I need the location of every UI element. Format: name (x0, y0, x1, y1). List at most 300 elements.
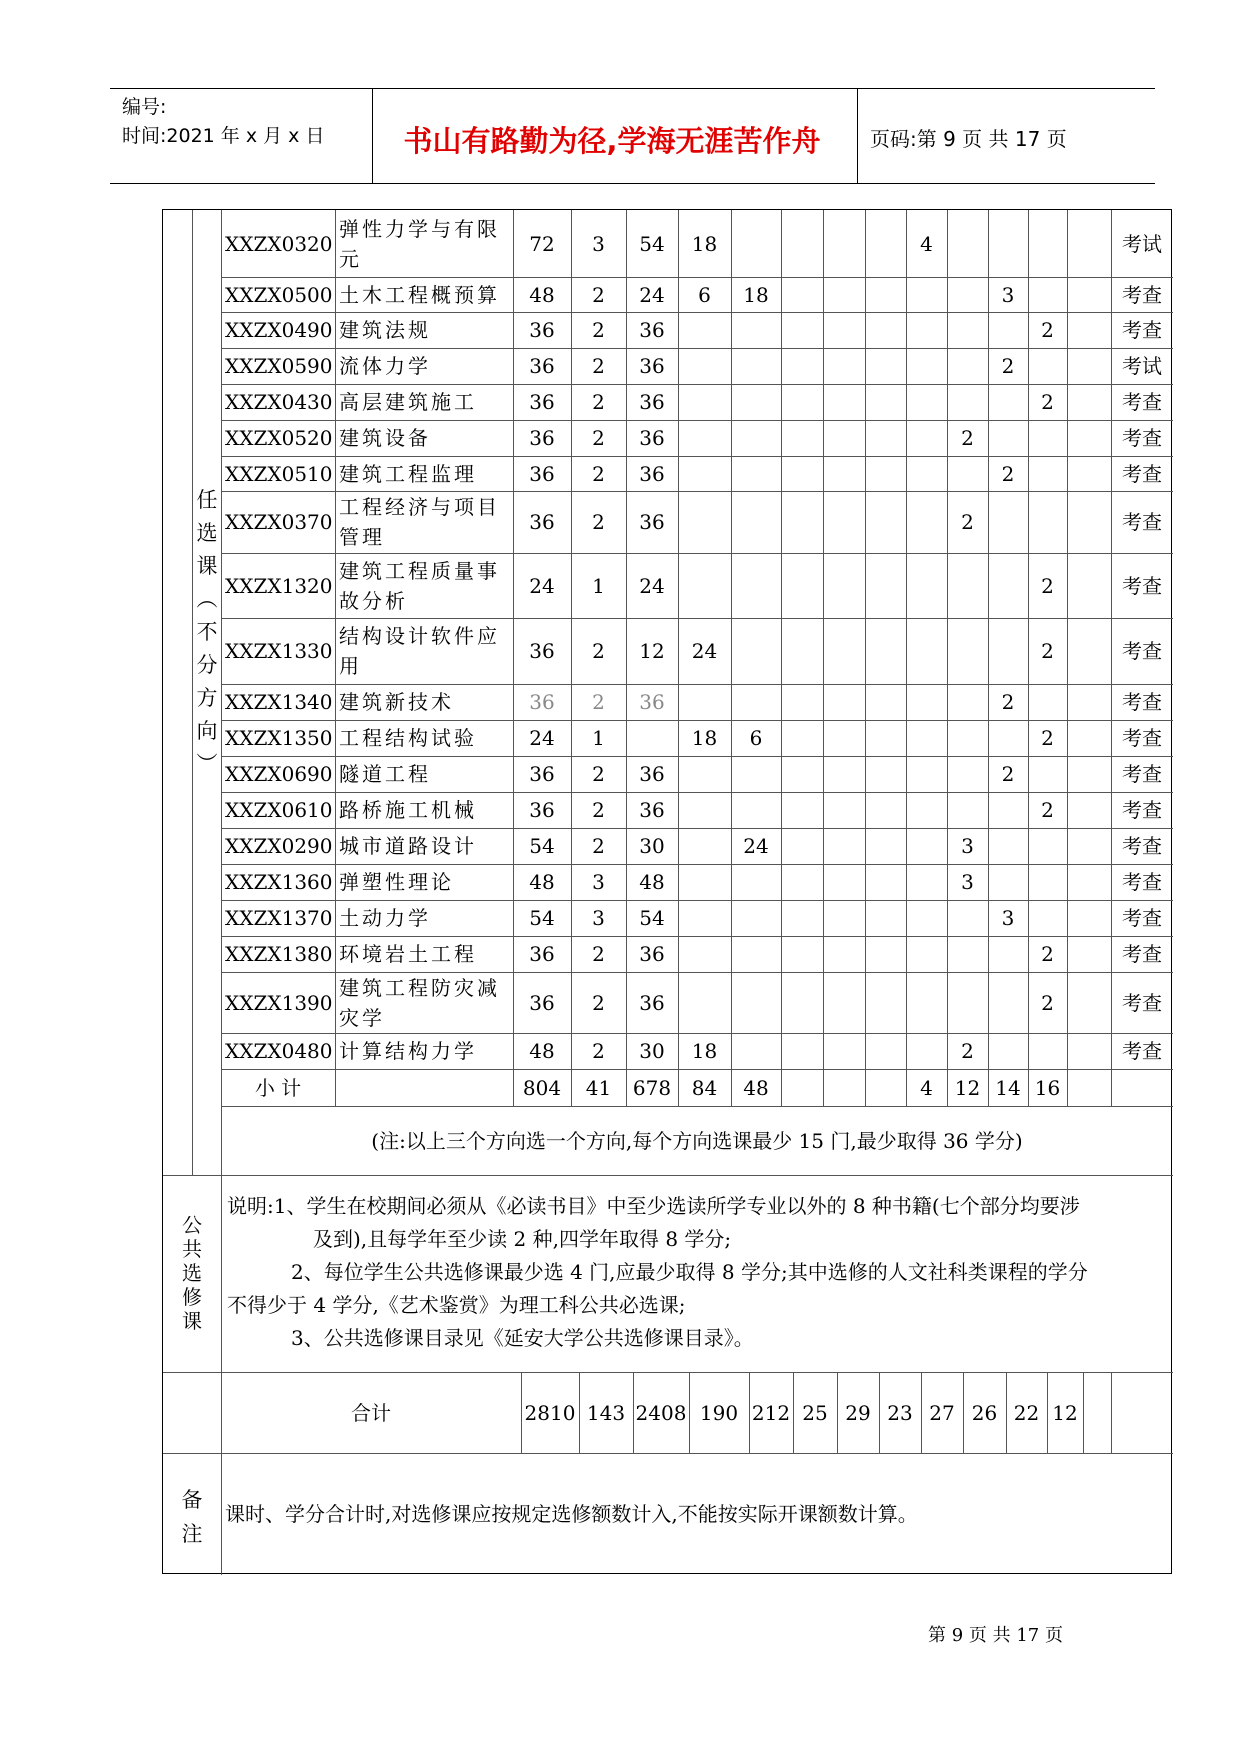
course-name: 隧道工程 (339, 762, 431, 786)
course-value: 54 (529, 834, 555, 858)
section-label-char: 不 (196, 620, 218, 644)
course-value (1028, 348, 1067, 384)
course-value (1067, 348, 1111, 384)
course-value (865, 720, 906, 756)
course-value (731, 900, 781, 936)
total-value: 29 (845, 1400, 871, 1425)
subtotal-value: 804 (522, 1075, 562, 1100)
course-value (947, 210, 988, 277)
course-code: XXZX0430 (225, 390, 333, 414)
course-exam-type: 考查 (1122, 1039, 1162, 1063)
course-value: 2 (592, 690, 605, 714)
course-code: XXZX0520 (225, 426, 333, 450)
course-value (865, 210, 906, 277)
course-exam-type: 考查 (1122, 426, 1162, 450)
course-value: 3 (1001, 906, 1015, 930)
course-name: 流体力学 (339, 354, 431, 378)
course-value (781, 348, 823, 384)
course-value (947, 348, 988, 384)
course-value (865, 972, 906, 1033)
section-label-char: 分 (196, 653, 218, 677)
course-value: 36 (639, 762, 665, 786)
course-value (1067, 384, 1111, 420)
course-value: 6 (749, 726, 763, 750)
course-value (823, 900, 865, 936)
course-value (678, 792, 731, 828)
course-value (1028, 277, 1067, 312)
course-name: 计算结构力学 (339, 1039, 477, 1063)
course-value (865, 618, 906, 684)
course-value (947, 456, 988, 491)
course-value (731, 972, 781, 1033)
course-value (947, 936, 988, 972)
course-value (731, 756, 781, 792)
course-value: 30 (639, 1039, 665, 1063)
course-value (781, 792, 823, 828)
course-value (781, 210, 823, 277)
subtotal-value: 14 (995, 1075, 1021, 1100)
course-value (906, 553, 947, 618)
course-value (906, 792, 947, 828)
subtotal-label: 小 计 (254, 1075, 302, 1100)
direction-note: (注:以上三个方向选一个方向,每个方向选课最少 15 门,最少取得 36 学分) (371, 1128, 1023, 1153)
course-value: 24 (529, 726, 555, 750)
course-value (1067, 720, 1111, 756)
course-value: 2 (1001, 762, 1015, 786)
remark-text: 课时、学分合计时,对选修课应按规定选修额数计入,不能按实际开课额数计算。 (225, 1502, 918, 1526)
course-value (823, 864, 865, 900)
course-value: 2 (592, 426, 605, 450)
course-value: 24 (529, 573, 555, 598)
course-value: 2 (1001, 354, 1015, 378)
course-value: 2 (1041, 639, 1054, 663)
course-exam-type: 考查 (1122, 318, 1162, 342)
course-value (865, 277, 906, 312)
course-value: 3 (592, 906, 605, 930)
course-code: XXZX1380 (225, 942, 333, 966)
course-value (823, 684, 865, 720)
course-value: 36 (639, 390, 665, 414)
public-elective-label (163, 1213, 221, 1333)
course-value (865, 756, 906, 792)
course-name: 高层建筑施工 (339, 390, 477, 414)
header-date: 时间:2021 年 x 月 x 日 (122, 125, 325, 147)
course-value: 2 (1041, 798, 1054, 822)
course-value (1028, 828, 1067, 864)
course-value (781, 828, 823, 864)
course-value (1067, 756, 1111, 792)
section-label-char: 方 (196, 686, 218, 710)
course-value (731, 312, 781, 348)
course-value: 2 (592, 510, 605, 534)
course-value (823, 720, 865, 756)
course-code: XXZX1340 (225, 690, 333, 714)
course-name: 工程经济与项目管理 (339, 495, 500, 549)
course-name: 建筑工程质量事故分析 (339, 558, 500, 613)
course-code: XXZX1390 (225, 990, 333, 1015)
course-value (865, 348, 906, 384)
course-value (1067, 972, 1111, 1033)
course-name: 城市道路设计 (339, 834, 477, 858)
course-value (781, 972, 823, 1033)
course-value (678, 756, 731, 792)
course-value: 36 (639, 461, 665, 486)
course-value: 18 (691, 726, 718, 750)
subtotal-value: 12 (954, 1075, 981, 1100)
course-value (865, 491, 906, 553)
total-value: 143 (586, 1400, 626, 1425)
course-value (823, 277, 865, 312)
course-value (906, 491, 947, 553)
public-elective-label-char: 课 (182, 1309, 202, 1333)
course-value (947, 792, 988, 828)
course-name: 土动力学 (339, 906, 431, 930)
course-value: 2 (592, 990, 605, 1015)
course-value: 36 (639, 318, 665, 342)
course-value (865, 456, 906, 491)
course-value: 2 (592, 762, 605, 786)
course-value (781, 720, 823, 756)
course-value (906, 684, 947, 720)
course-name: 建筑设备 (339, 426, 431, 450)
course-value (678, 348, 731, 384)
course-value (1028, 491, 1067, 553)
course-value (865, 864, 906, 900)
course-code: XXZX1350 (225, 726, 333, 750)
course-value: 1 (592, 573, 605, 598)
course-value (1028, 1033, 1067, 1069)
course-value (731, 210, 781, 277)
subtotal-value (865, 1069, 906, 1106)
course-value (731, 384, 781, 420)
course-value (906, 720, 947, 756)
course-name: 弹性力学与有限元 (339, 216, 500, 271)
course-value: 2 (1001, 461, 1015, 486)
course-code: XXZX1330 (225, 639, 333, 663)
course-value (781, 864, 823, 900)
course-value: 36 (529, 318, 555, 342)
course-value (678, 828, 731, 864)
course-name: 结构设计软件应用 (339, 624, 500, 678)
course-value: 36 (639, 798, 665, 822)
course-value (823, 348, 865, 384)
course-value (823, 312, 865, 348)
course-name: 路桥施工机械 (339, 798, 477, 822)
course-value (988, 384, 1028, 420)
course-value (947, 384, 988, 420)
course-value: 36 (529, 390, 555, 414)
course-value (988, 420, 1028, 456)
course-value (731, 792, 781, 828)
course-value (1067, 491, 1111, 553)
course-value (1067, 864, 1111, 900)
course-value: 2 (592, 354, 605, 378)
header-motto: 书山有路勤为径,学海无涯苦作舟 (403, 124, 821, 158)
course-value (678, 684, 731, 720)
section-label-char: ︵ (196, 587, 218, 611)
course-value: 2 (961, 1039, 974, 1063)
course-value: 2 (592, 1039, 605, 1063)
course-value: 54 (529, 906, 555, 930)
course-value (906, 972, 947, 1033)
course-value: 18 (743, 282, 769, 307)
course-code: XXZX0370 (225, 510, 333, 534)
course-value: 48 (529, 282, 555, 307)
header-divider (857, 89, 858, 183)
course-exam-type: 考试 (1122, 231, 1162, 256)
course-value (823, 618, 865, 684)
course-value (906, 828, 947, 864)
course-value (731, 618, 781, 684)
section-label (192, 484, 222, 781)
course-code: XXZX1320 (225, 573, 333, 598)
course-value (947, 684, 988, 720)
course-value (1067, 684, 1111, 720)
course-value (678, 864, 731, 900)
subtotal-value: 678 (632, 1075, 672, 1100)
course-code: XXZX0320 (225, 231, 333, 256)
course-value (781, 936, 823, 972)
course-value (1067, 1033, 1111, 1069)
public-elective-note: 3、公共选修课目录见《延安大学公共选修课目录》。 (291, 1326, 754, 1350)
course-value (1028, 900, 1067, 936)
course-value (865, 420, 906, 456)
course-value (906, 618, 947, 684)
course-exam-type: 考查 (1122, 282, 1162, 307)
course-value: 36 (639, 990, 665, 1015)
course-exam-type: 考查 (1122, 639, 1162, 663)
page-header (110, 88, 1155, 184)
course-value: 2 (592, 798, 605, 822)
section-divider (163, 1175, 1173, 1176)
course-exam-type: 考查 (1122, 942, 1162, 966)
course-value (1067, 456, 1111, 491)
course-value (906, 1033, 947, 1069)
course-value (947, 553, 988, 618)
course-value (823, 936, 865, 972)
course-value (988, 553, 1028, 618)
course-value (731, 348, 781, 384)
course-value: 2 (1001, 690, 1015, 714)
course-value: 2 (1041, 390, 1054, 414)
total-value: 212 (751, 1400, 791, 1425)
course-value (906, 312, 947, 348)
course-value (865, 936, 906, 972)
course-exam-type: 考查 (1122, 510, 1162, 534)
total-value (1111, 1372, 1173, 1453)
course-value (678, 420, 731, 456)
course-value: 2 (592, 282, 605, 307)
course-value: 36 (529, 942, 555, 966)
total-value (1083, 1372, 1111, 1453)
course-value (731, 420, 781, 456)
course-value (678, 553, 731, 618)
course-value: 2 (592, 639, 605, 663)
course-value (906, 277, 947, 312)
course-value (906, 936, 947, 972)
section-label-char: 课 (196, 554, 218, 578)
course-value: 2 (592, 942, 605, 966)
course-value: 36 (529, 510, 555, 534)
course-code: XXZX1370 (225, 906, 333, 930)
total-label: 合计 (351, 1400, 391, 1425)
subtotal-value: 84 (691, 1075, 718, 1100)
course-value (906, 420, 947, 456)
course-value: 2 (592, 318, 605, 342)
course-value (988, 792, 1028, 828)
course-value: 24 (639, 573, 665, 598)
course-exam-type: 考查 (1122, 762, 1162, 786)
course-value: 3 (592, 870, 605, 894)
course-value (1028, 684, 1067, 720)
subtotal-value: 48 (743, 1075, 769, 1100)
total-value: 190 (699, 1400, 739, 1425)
total-value: 23 (887, 1400, 913, 1425)
course-value (988, 491, 1028, 553)
course-value (865, 312, 906, 348)
course-value (731, 1033, 781, 1069)
course-value: 72 (529, 231, 555, 256)
section-label-char: 选 (196, 521, 218, 545)
course-value (1067, 420, 1111, 456)
course-value (906, 348, 947, 384)
course-value (947, 900, 988, 936)
course-value: 2 (961, 510, 974, 534)
course-exam-type: 考查 (1122, 870, 1162, 894)
subtotal-value (781, 1069, 823, 1106)
course-value (865, 900, 906, 936)
course-value: 4 (920, 231, 933, 256)
course-value: 48 (529, 1039, 555, 1063)
course-value (781, 384, 823, 420)
course-value: 36 (639, 510, 665, 534)
course-name: 土木工程概预算 (339, 282, 500, 307)
subtotal-value (1067, 1069, 1111, 1106)
course-value (1028, 864, 1067, 900)
course-value (1067, 900, 1111, 936)
course-value (823, 1033, 865, 1069)
course-value (731, 491, 781, 553)
course-value (865, 684, 906, 720)
course-value (906, 756, 947, 792)
course-value (678, 312, 731, 348)
course-value (678, 491, 731, 553)
total-value: 22 (1013, 1400, 1040, 1425)
course-value (781, 420, 823, 456)
course-value (781, 684, 823, 720)
course-value (823, 792, 865, 828)
total-value: 2810 (524, 1400, 576, 1425)
course-value: 3 (961, 870, 974, 894)
course-value: 36 (529, 639, 555, 663)
course-exam-type: 考查 (1122, 906, 1162, 930)
course-name: 建筑法规 (339, 318, 431, 342)
course-value: 2 (592, 461, 605, 486)
course-value (823, 456, 865, 491)
course-value: 36 (529, 990, 555, 1015)
course-value: 6 (698, 282, 711, 307)
course-value (678, 384, 731, 420)
course-value (781, 1033, 823, 1069)
course-value (678, 936, 731, 972)
course-value (731, 864, 781, 900)
header-meta (122, 93, 324, 151)
course-name: 环境岩土工程 (339, 942, 477, 966)
course-value (1067, 828, 1111, 864)
course-exam-type: 考试 (1122, 354, 1162, 378)
course-value (781, 618, 823, 684)
total-value: 2408 (635, 1400, 687, 1425)
course-code: XXZX0510 (225, 461, 333, 486)
course-value (823, 828, 865, 864)
subtotal-value: 4 (920, 1075, 933, 1100)
course-code: XXZX0480 (225, 1039, 333, 1063)
public-elective-label-char: 选 (182, 1261, 202, 1285)
course-value (906, 456, 947, 491)
course-value (626, 720, 678, 756)
course-value: 2 (592, 834, 605, 858)
course-value: 24 (691, 639, 718, 663)
course-exam-type: 考查 (1122, 726, 1162, 750)
course-value (731, 936, 781, 972)
course-exam-type: 考查 (1122, 834, 1162, 858)
course-value (781, 491, 823, 553)
course-value (781, 456, 823, 491)
course-code: XXZX0610 (225, 798, 333, 822)
course-value (988, 312, 1028, 348)
course-value (731, 456, 781, 491)
course-value (947, 277, 988, 312)
course-value: 2 (1041, 573, 1054, 598)
course-value (678, 456, 731, 491)
course-value (678, 900, 731, 936)
public-elective-note: 及到),且每学年至少读 2 种,四学年取得 8 学分; (313, 1227, 732, 1251)
course-value (988, 720, 1028, 756)
course-value: 3 (592, 231, 605, 256)
subtotal-value (823, 1069, 865, 1106)
course-value (865, 553, 906, 618)
course-value: 48 (529, 870, 555, 894)
course-name: 建筑工程监理 (339, 461, 477, 486)
course-value (823, 420, 865, 456)
course-value (823, 210, 865, 277)
course-value (865, 384, 906, 420)
course-name: 建筑工程防灾减灾学 (339, 975, 500, 1030)
course-code: XXZX0690 (225, 762, 333, 786)
course-value: 48 (639, 870, 665, 894)
course-value (988, 936, 1028, 972)
course-value: 24 (743, 834, 769, 858)
course-value: 2 (1041, 726, 1054, 750)
course-value (781, 553, 823, 618)
course-exam-type: 考查 (1122, 390, 1162, 414)
remark-label (163, 1483, 221, 1551)
course-value: 54 (639, 906, 665, 930)
course-exam-type: 考查 (1122, 690, 1162, 714)
course-value (823, 384, 865, 420)
course-value (1067, 553, 1111, 618)
course-value (906, 900, 947, 936)
course-value (823, 972, 865, 1033)
course-value: 54 (639, 231, 665, 256)
public-elective-label-char: 修 (182, 1285, 202, 1309)
course-value (731, 684, 781, 720)
subtotal-value: 41 (585, 1075, 612, 1100)
course-value: 36 (639, 690, 665, 714)
course-value (988, 618, 1028, 684)
course-value (947, 756, 988, 792)
course-value (1028, 756, 1067, 792)
